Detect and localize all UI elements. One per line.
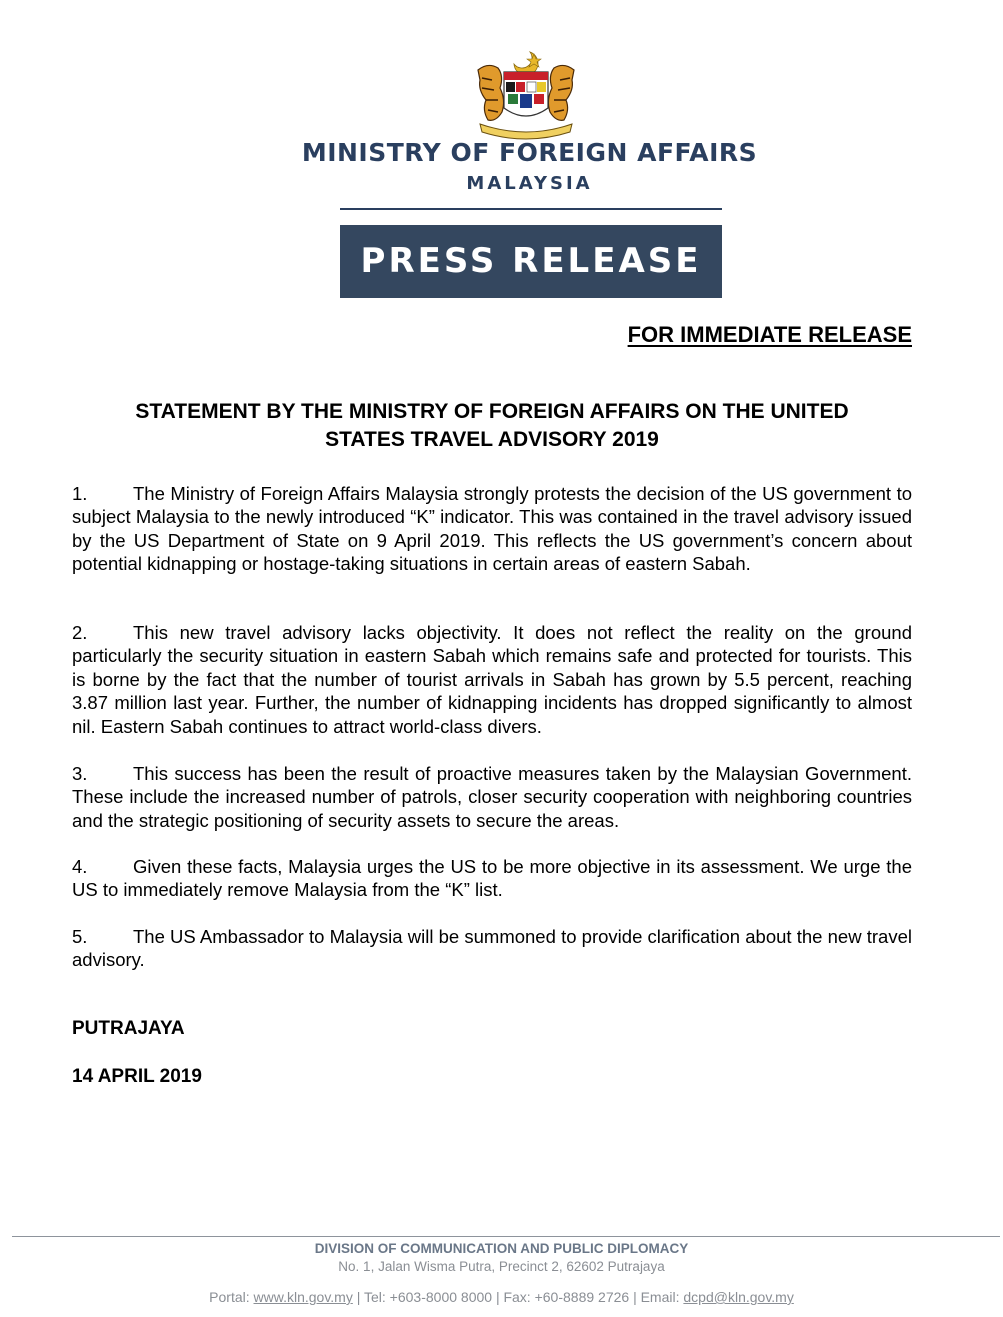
paragraph-3	[72, 762, 912, 832]
email-link[interactable]: dcpd@kln.gov.my	[683, 1289, 794, 1305]
paragraph-number: 4.	[72, 856, 88, 877]
paragraph-text: This success has been the result of proactive measures taken by the Malaysian Government. These include the increased number of patrols, closer security cooperation with neighboring countries and the strategic positioning of security assets to secure the areas.	[72, 763, 912, 831]
footer-divider	[12, 1236, 1000, 1237]
paragraph-1	[72, 482, 912, 576]
paragraph-2	[72, 621, 912, 738]
sign-off-date: 14 APRIL 2019	[72, 1066, 202, 1087]
footer-division: DIVISION OF COMMUNICATION AND PUBLIC DIPLOMACY	[314, 1241, 689, 1256]
release-tag: FOR IMMEDIATE RELEASE	[627, 322, 912, 347]
statement-title-line-2: STATES TRAVEL ADVISORY 2019	[325, 428, 659, 451]
country-name: MALAYSIA	[466, 173, 593, 194]
contact-numbers: | Tel: +603-8000 8000 | Fax: +60-8889 2726 | Email:	[352, 1289, 684, 1305]
press-release-banner: PRESS RELEASE	[340, 225, 722, 298]
paragraph-text: The Ministry of Foreign Affairs Malaysia strongly protests the decision of the US government to subject Malaysia to the newly introduced “K” indicator. This was contained in the travel advisory issued by the US Department of State on 9 April 2019. This reflects the US government’s concern about potential kidnapping or hostage-taking situations in certain areas of eastern Sabah.	[72, 483, 912, 575]
portal-label: Portal:	[209, 1289, 254, 1305]
paragraph-number: 2.	[72, 622, 88, 643]
paragraph-5	[72, 925, 912, 972]
paragraph-number: 5.	[72, 926, 88, 947]
paragraph-number: 3.	[72, 763, 88, 784]
header-divider	[340, 208, 722, 210]
paragraph-text: This new travel advisory lacks objectivity. It does not reflect the reality on the ground particularly the security situation in eastern Sabah which remains safe and protected for tourists. This is borne by the fact that the number of tourist arrivals in Sabah has grown by 5.5 percent, reaching 3.87 million last year. Further, the number of kidnapping incidents has dropped significantly to almost nil. Eastern Sabah continues to attract world-class divers.	[72, 622, 912, 737]
portal-link[interactable]: www.kln.gov.my	[253, 1289, 353, 1305]
sign-off-place: PUTRAJAYA	[72, 1018, 185, 1039]
footer-address: No. 1, Jalan Wisma Putra, Precinct 2, 62602 Putrajaya	[338, 1259, 665, 1274]
ministry-title: MINISTRY OF FOREIGN AFFAIRS	[301, 138, 758, 167]
paragraph-text: Given these facts, Malaysia urges the US to be more objective in its assessment. We urge the US to immediately remove Malaysia from the “K” list.	[72, 856, 912, 901]
malaysia-coat-of-arms-icon	[470, 50, 582, 140]
paragraph-number: 1.	[72, 483, 88, 504]
paragraph-4	[72, 855, 912, 902]
footer-contact	[0, 1289, 1003, 1305]
statement-title	[72, 398, 912, 454]
statement-title-line-1: STATEMENT BY THE MINISTRY OF FOREIGN AFFAIRS ON THE UNITED	[135, 400, 849, 423]
paragraph-text: The US Ambassador to Malaysia will be summoned to provide clarification about the new travel advisory.	[72, 926, 912, 971]
